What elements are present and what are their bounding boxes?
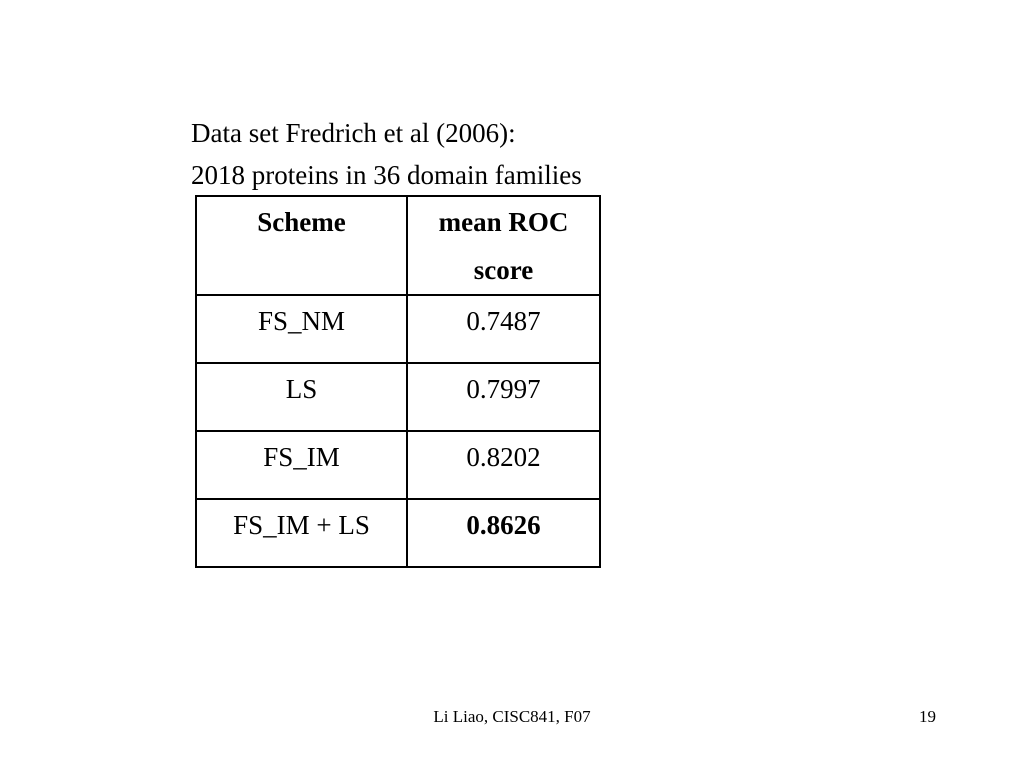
score-cell: 0.7997 [407,363,600,431]
slide-number: 19 [919,707,936,726]
scheme-cell: FS_NM [196,295,407,363]
scheme-cell: FS_IM [196,431,407,499]
header-scheme: Scheme [196,196,407,295]
scheme-cell: LS [196,363,407,431]
table-row [196,499,600,567]
table-row [196,431,600,499]
slide-intro [191,112,582,196]
best-score-cell: 0.8626 [407,499,600,567]
header-mean-roc-score: mean ROC score [407,196,600,295]
table-header-row [196,196,600,295]
table-row [196,295,600,363]
score-cell: 0.7487 [407,295,600,363]
dataset-description: Data set Fredrich et al (2006): [191,118,516,148]
table-row [196,363,600,431]
score-cell: 0.8202 [407,431,600,499]
dataset-size: 2018 proteins in 36 domain families [191,160,582,190]
footer-credit: Li Liao, CISC841, F07 [433,707,591,726]
scheme-cell: FS_IM + LS [196,499,407,567]
roc-results-table [195,195,601,568]
